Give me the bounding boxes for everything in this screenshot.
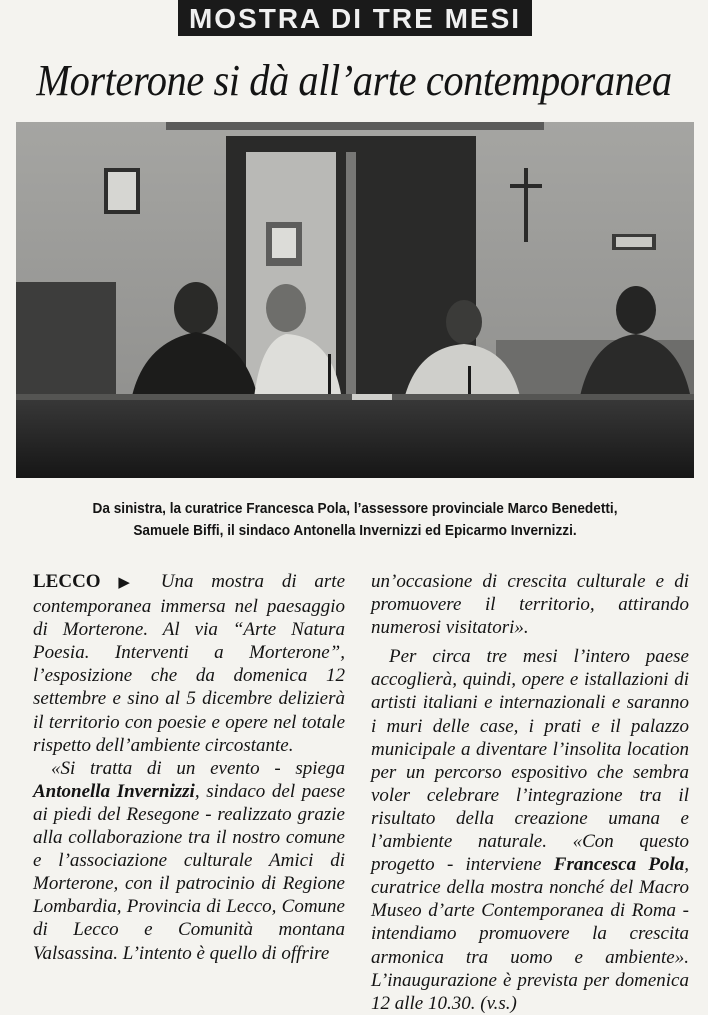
caption-line-2: Samuele Biffi, il sindaco Antonella Invernizzi ed Epicarmo Invernizzi. <box>133 523 577 539</box>
news-photo <box>16 122 694 478</box>
dateline-arrow-icon: ▶ <box>118 575 143 591</box>
paragraph-2 <box>33 757 345 965</box>
paragraph-1-text: Una mostra di arte contemporanea immersa nel paesaggio di Morterone. Al via “Arte Natura Poesia. Interventi a Morterone”, l’esposizione che da domenica 12 settembre e sino al 5 dicembre delizierà il territorio con poesie e opere nel totale rispetto dell’ambiente circostante. <box>33 571 346 756</box>
article-column-left <box>33 570 345 965</box>
person-name-pola: Francesca Pola <box>553 854 685 876</box>
headline: Morterone si dà all’arte contemporanea <box>36 56 672 105</box>
paragraph-3-text-b: , curatrice della mostra nonché del Macro Museo d’arte Contemporanea di Roma - intendiamo promuovere la crescita armonica tra uomo e ambiente». L’inaugurazione è prevista per domenica 12 alle 10.30. (v.s.) <box>371 854 689 1014</box>
paragraph-3-text-a: Per circa tre mesi l’intero paese accoglierà, quindi, opere e istallazioni di artisti italiani e internazionali e saranno i muri delle case, i prati e il palazzo municipale a diventare l’insolita location per un percorso espositivo che sembra voler celebrare l’integrazione tra il risultato della creazione umana e l’ambiente naturale. «Con questo progetto - interviene <box>371 646 689 876</box>
paragraph-2-text-a: «Si tratta di un evento - spiega <box>51 757 345 779</box>
paragraph-1 <box>33 570 345 757</box>
section-kicker: MOSTRA DI TRE MESI <box>178 0 532 36</box>
paragraph-2-text-b: , sindaco del paese ai piedi del Resegone - realizzato grazie alla collaborazione tra il nostro comune e l’associazione culturale Amici di Morterone, con il patrocinio di Regione Lombardia, Provincia di Lecco, Comune di Lecco e Comunità montana Valsassina. L’intento è quello di offrire <box>33 780 345 964</box>
photo-caption <box>36 498 673 542</box>
article-column-right <box>371 570 689 1015</box>
paragraph-3 <box>371 645 689 1015</box>
person-name-invernizzi: Antonella Invernizzi <box>33 780 195 802</box>
dateline: LECCO <box>33 571 101 592</box>
paragraph-2-continued: un’occasione di crescita culturale e di promuovere il territorio, attirando numerosi visitatori». <box>371 571 689 639</box>
caption-line-1: Da sinistra, la curatrice Francesca Pola, l’assessore provinciale Marco Benedetti, <box>92 501 618 517</box>
